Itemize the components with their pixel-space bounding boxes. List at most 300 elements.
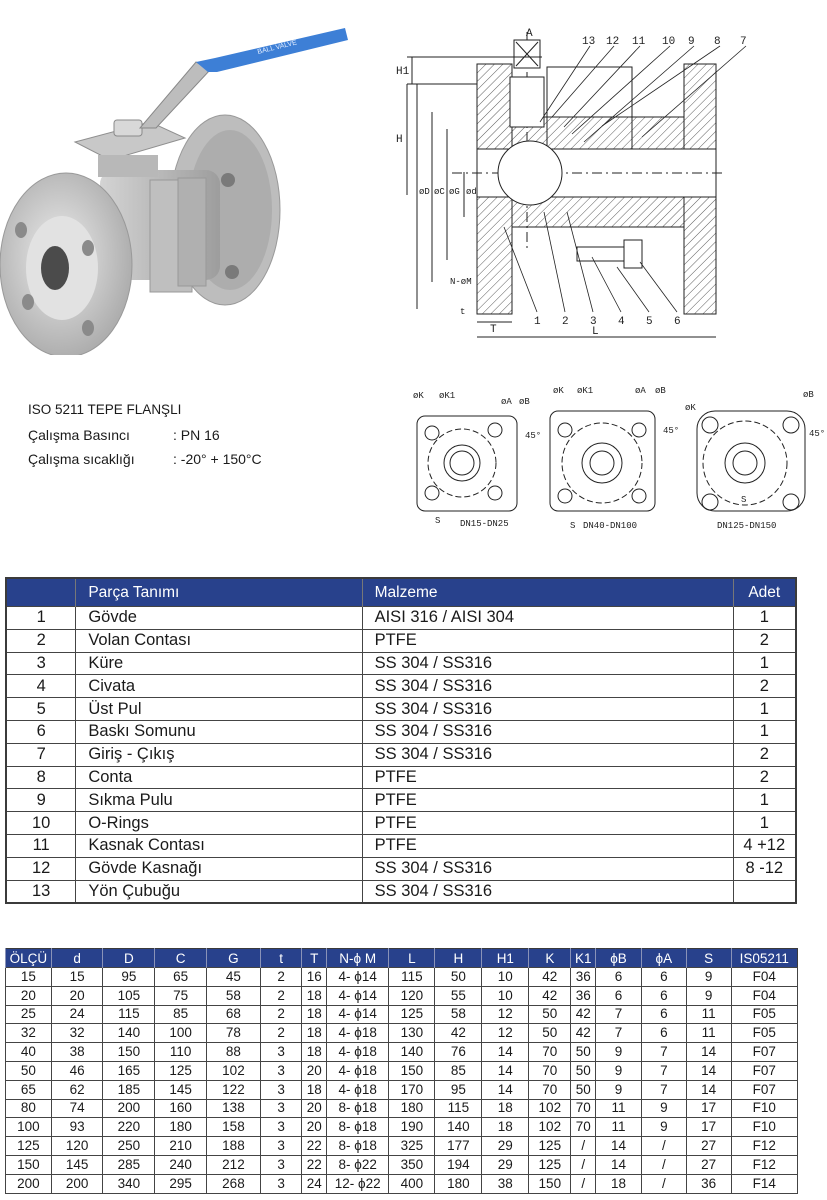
- label-G: øG: [449, 187, 460, 197]
- tv1-label-A: øA: [501, 397, 512, 407]
- tv1-caption: DN15-DN25: [460, 519, 509, 529]
- part-name: Giriş - Çıkış: [76, 743, 362, 766]
- dims-cell: 42: [529, 968, 571, 987]
- parts-row: [6, 675, 796, 698]
- part-name: Gövde: [76, 607, 362, 630]
- dims-cell: 295: [155, 1174, 207, 1193]
- dims-cell: 100: [6, 1118, 52, 1137]
- dims-cell: 7: [641, 1080, 686, 1099]
- part-quantity: 1: [733, 720, 796, 743]
- dims-cell: 115: [389, 968, 435, 987]
- dims-cell: 285: [103, 1155, 155, 1174]
- spec-label: Çalışma Basıncı: [28, 427, 130, 443]
- dims-cell: 95: [435, 1080, 482, 1099]
- part-name: O-Rings: [76, 812, 362, 835]
- dims-header-row: [6, 949, 798, 968]
- dims-cell: 138: [207, 1099, 261, 1118]
- dims-cell: 11: [596, 1118, 642, 1137]
- dims-cell: 36: [571, 968, 596, 987]
- dims-cell: 250: [103, 1137, 155, 1156]
- dims-cell: 70: [529, 1061, 571, 1080]
- dims-cell: 3: [260, 1174, 302, 1193]
- part-material: SS 304 / SS316: [362, 743, 733, 766]
- dims-cell: 4- ϕ14: [327, 968, 389, 987]
- dims-cell: 29: [482, 1155, 529, 1174]
- parts-table: [5, 577, 797, 904]
- dims-cell: 42: [529, 986, 571, 1005]
- dims-cell: 8- ϕ18: [327, 1099, 389, 1118]
- part-quantity: 8 -12: [733, 857, 796, 880]
- dims-cell: 17: [686, 1118, 731, 1137]
- part-number: 3: [6, 652, 76, 675]
- label-L: L: [592, 326, 599, 338]
- dims-cell: 3: [260, 1080, 302, 1099]
- dims-header-cell: S: [686, 949, 731, 968]
- dims-cell: 180: [435, 1174, 482, 1193]
- dims-cell: F05: [731, 1005, 797, 1024]
- part-material: AISI 316 / AISI 304: [362, 607, 733, 630]
- dimensions-table: [5, 948, 798, 1194]
- dims-cell: 190: [389, 1118, 435, 1137]
- dims-cell: /: [641, 1137, 686, 1156]
- cross-section-drawing: [392, 22, 772, 352]
- dims-cell: 165: [103, 1061, 155, 1080]
- dims-cell: 58: [435, 1005, 482, 1024]
- dims-cell: 160: [155, 1099, 207, 1118]
- dims-cell: 150: [529, 1174, 571, 1193]
- spec-label: Çalışma sıcaklığı: [28, 451, 135, 467]
- callout-9: 9: [688, 36, 695, 48]
- dims-cell: 36: [686, 1174, 731, 1193]
- dims-cell: 20: [302, 1061, 327, 1080]
- dims-cell: 75: [155, 986, 207, 1005]
- dims-cell: F07: [731, 1080, 797, 1099]
- dims-cell: /: [641, 1155, 686, 1174]
- dims-cell: 15: [6, 968, 52, 987]
- dims-header-cell: L: [389, 949, 435, 968]
- dims-cell: 14: [596, 1137, 642, 1156]
- dims-cell: 9: [596, 1061, 642, 1080]
- dims-cell: 122: [207, 1080, 261, 1099]
- parts-row: [6, 880, 796, 903]
- tv2-label-K: øK: [553, 386, 564, 396]
- dims-cell: 140: [389, 1043, 435, 1062]
- parts-row: [6, 812, 796, 835]
- dims-cell: 8- ϕ18: [327, 1137, 389, 1156]
- parts-row: [6, 629, 796, 652]
- dims-cell: 6: [641, 986, 686, 1005]
- dims-cell: 85: [435, 1061, 482, 1080]
- part-name: Conta: [76, 766, 362, 789]
- dims-cell: 194: [435, 1155, 482, 1174]
- parts-row: [6, 789, 796, 812]
- dims-cell: 50: [6, 1061, 52, 1080]
- dims-cell: 11: [596, 1099, 642, 1118]
- part-number: 10: [6, 812, 76, 835]
- part-material: PTFE: [362, 789, 733, 812]
- dims-cell: 58: [207, 986, 261, 1005]
- dims-cell: 40: [6, 1043, 52, 1062]
- parts-row: [6, 743, 796, 766]
- dims-cell: 50: [571, 1061, 596, 1080]
- dims-cell: 268: [207, 1174, 261, 1193]
- label-H1: H1: [396, 66, 410, 78]
- dims-cell: 12: [482, 1024, 529, 1043]
- callout-12: 12: [606, 36, 620, 48]
- dims-cell: 45: [207, 968, 261, 987]
- dims-row: [6, 1043, 798, 1062]
- dims-cell: 20: [6, 986, 52, 1005]
- callout-7: 7: [740, 36, 747, 48]
- dims-cell: 120: [389, 986, 435, 1005]
- part-material: PTFE: [362, 812, 733, 835]
- header-quantity: Adet: [733, 578, 796, 607]
- dims-cell: 2: [260, 986, 302, 1005]
- dims-cell: 105: [103, 986, 155, 1005]
- label-NM: N-øM: [450, 277, 472, 287]
- dims-cell: 14: [686, 1061, 731, 1080]
- dims-cell: 2: [260, 968, 302, 987]
- dims-cell: 4- ϕ18: [327, 1080, 389, 1099]
- dims-cell: 8- ϕ22: [327, 1155, 389, 1174]
- dims-cell: 18: [302, 1080, 327, 1099]
- dims-cell: 102: [529, 1099, 571, 1118]
- dims-cell: 6: [596, 986, 642, 1005]
- parts-header-row: [6, 578, 796, 607]
- dims-cell: 29: [482, 1137, 529, 1156]
- dims-cell: 7: [596, 1005, 642, 1024]
- dims-cell: 140: [435, 1118, 482, 1137]
- dims-cell: 185: [103, 1080, 155, 1099]
- dims-cell: 38: [51, 1043, 103, 1062]
- dims-row: [6, 1005, 798, 1024]
- dims-cell: 14: [686, 1043, 731, 1062]
- dims-cell: 188: [207, 1137, 261, 1156]
- tv3-label-S: S: [741, 495, 747, 505]
- dims-cell: /: [571, 1137, 596, 1156]
- dims-cell: 6: [641, 968, 686, 987]
- dims-cell: 125: [6, 1137, 52, 1156]
- dims-header-cell: K: [529, 949, 571, 968]
- dims-cell: 3: [260, 1118, 302, 1137]
- dims-cell: 200: [51, 1174, 103, 1193]
- dims-cell: 18: [302, 1005, 327, 1024]
- part-material: SS 304 / SS316: [362, 652, 733, 675]
- part-quantity: 1: [733, 812, 796, 835]
- tv3-label-B: øB: [803, 390, 814, 400]
- dims-cell: 50: [571, 1043, 596, 1062]
- part-quantity: 1: [733, 698, 796, 721]
- dims-cell: /: [571, 1174, 596, 1193]
- dims-row: [6, 1155, 798, 1174]
- callout-11: 11: [632, 36, 646, 48]
- dims-cell: F07: [731, 1061, 797, 1080]
- parts-row: [6, 766, 796, 789]
- dims-cell: 18: [302, 1024, 327, 1043]
- parts-row: [6, 857, 796, 880]
- dims-cell: 14: [482, 1043, 529, 1062]
- part-quantity: 4 +12: [733, 834, 796, 857]
- dims-cell: 3: [260, 1061, 302, 1080]
- dims-cell: F14: [731, 1174, 797, 1193]
- dims-header-cell: t: [260, 949, 302, 968]
- dims-cell: 7: [596, 1024, 642, 1043]
- dims-cell: 100: [155, 1024, 207, 1043]
- dims-cell: 9: [686, 968, 731, 987]
- dims-cell: 38: [482, 1174, 529, 1193]
- dims-header-cell: d: [51, 949, 103, 968]
- tv1-label-45: 45°: [525, 431, 542, 441]
- dims-cell: 145: [155, 1080, 207, 1099]
- dims-cell: 16: [302, 968, 327, 987]
- dims-cell: 14: [596, 1155, 642, 1174]
- dims-cell: F07: [731, 1043, 797, 1062]
- dims-cell: 145: [51, 1155, 103, 1174]
- spec-title: ISO 5211 TEPE FLANŞLI: [28, 402, 182, 417]
- part-number: 9: [6, 789, 76, 812]
- part-quantity: 2: [733, 766, 796, 789]
- dims-cell: 78: [207, 1024, 261, 1043]
- label-D: øD: [419, 187, 430, 197]
- tv1-label-K: øK: [413, 391, 424, 401]
- part-number: 12: [6, 857, 76, 880]
- part-name: Sıkma Pulu: [76, 789, 362, 812]
- dims-row: [6, 1024, 798, 1043]
- dims-cell: 212: [207, 1155, 261, 1174]
- dims-header-cell: G: [207, 949, 261, 968]
- dims-row: [6, 968, 798, 987]
- dims-cell: 20: [302, 1118, 327, 1137]
- part-name: Küre: [76, 652, 362, 675]
- part-name: Yön Çubuğu: [76, 880, 362, 903]
- dims-cell: 25: [6, 1005, 52, 1024]
- dims-cell: 7: [641, 1061, 686, 1080]
- tv2-caption: DN40-DN100: [583, 521, 638, 531]
- dims-cell: 76: [435, 1043, 482, 1062]
- part-name: Civata: [76, 675, 362, 698]
- dims-cell: 14: [482, 1080, 529, 1099]
- part-quantity: 2: [733, 629, 796, 652]
- dims-cell: 15: [51, 968, 103, 987]
- product-photo: [0, 10, 360, 355]
- dims-cell: 158: [207, 1118, 261, 1137]
- dims-cell: 9: [641, 1099, 686, 1118]
- dims-cell: 70: [571, 1118, 596, 1137]
- dims-cell: 70: [529, 1080, 571, 1099]
- dims-cell: 20: [302, 1099, 327, 1118]
- part-quantity: [733, 880, 796, 903]
- dims-row: [6, 1080, 798, 1099]
- tv2-label-B: øB: [655, 386, 666, 396]
- part-number: 1: [6, 607, 76, 630]
- part-name: Volan Contası: [76, 629, 362, 652]
- part-name: Baskı Somunu: [76, 720, 362, 743]
- dims-cell: 27: [686, 1137, 731, 1156]
- dims-cell: 88: [207, 1043, 261, 1062]
- dims-header-cell: N-ϕ M: [327, 949, 389, 968]
- dims-cell: 3: [260, 1155, 302, 1174]
- dims-cell: 110: [155, 1043, 207, 1062]
- tv1-label-S: S: [435, 516, 441, 526]
- dims-cell: 6: [641, 1024, 686, 1043]
- dims-header-cell: C: [155, 949, 207, 968]
- dims-cell: 22: [302, 1155, 327, 1174]
- dims-cell: 2: [260, 1005, 302, 1024]
- dims-row: [6, 1174, 798, 1193]
- dims-cell: 50: [529, 1005, 571, 1024]
- dims-cell: /: [641, 1174, 686, 1193]
- callout-4: 4: [618, 316, 625, 328]
- callout-8: 8: [714, 36, 721, 48]
- dims-cell: 4- ϕ18: [327, 1024, 389, 1043]
- dims-cell: 74: [51, 1099, 103, 1118]
- spec-row-pressure: [28, 423, 262, 447]
- dims-cell: 180: [155, 1118, 207, 1137]
- dims-header-cell: D: [103, 949, 155, 968]
- part-quantity: 2: [733, 743, 796, 766]
- dims-header-cell: ϕB: [596, 949, 642, 968]
- dims-cell: 50: [435, 968, 482, 987]
- part-number: 13: [6, 880, 76, 903]
- part-name: Üst Pul: [76, 698, 362, 721]
- dims-cell: 8- ϕ18: [327, 1118, 389, 1137]
- callout-5: 5: [646, 316, 653, 328]
- dims-cell: 42: [435, 1024, 482, 1043]
- dims-cell: 210: [155, 1137, 207, 1156]
- dims-cell: F05: [731, 1024, 797, 1043]
- parts-row: [6, 834, 796, 857]
- dims-cell: 4- ϕ14: [327, 1005, 389, 1024]
- top-view-drawings: [405, 378, 825, 538]
- dims-cell: 7: [641, 1043, 686, 1062]
- tv3-label-K: øK: [685, 403, 696, 413]
- dims-header-cell: ϕA: [641, 949, 686, 968]
- dims-cell: 50: [571, 1080, 596, 1099]
- parts-row: [6, 607, 796, 630]
- dims-header-cell: H: [435, 949, 482, 968]
- part-quantity: 1: [733, 652, 796, 675]
- dims-cell: 62: [51, 1080, 103, 1099]
- tv2-label-K1: øK1: [577, 386, 594, 396]
- dims-cell: 177: [435, 1137, 482, 1156]
- dims-cell: 12- ϕ22: [327, 1174, 389, 1193]
- label-C: øC: [434, 187, 445, 197]
- dims-cell: 18: [482, 1099, 529, 1118]
- parts-row: [6, 652, 796, 675]
- callout-6: 6: [674, 316, 681, 328]
- part-material: PTFE: [362, 629, 733, 652]
- dims-header-cell: IS05211: [731, 949, 797, 968]
- dims-cell: 102: [207, 1061, 261, 1080]
- tv3-label-45: 45°: [809, 429, 825, 439]
- dims-row: [6, 1061, 798, 1080]
- part-quantity: 2: [733, 675, 796, 698]
- dims-cell: /: [571, 1155, 596, 1174]
- dims-cell: F10: [731, 1118, 797, 1137]
- part-name: Gövde Kasnağı: [76, 857, 362, 880]
- tv2-label-45: 45°: [663, 426, 680, 436]
- dims-cell: 85: [155, 1005, 207, 1024]
- header-part-name: Parça Tanımı: [76, 578, 362, 607]
- dims-cell: 115: [103, 1005, 155, 1024]
- dims-cell: 240: [155, 1155, 207, 1174]
- dims-cell: 18: [302, 986, 327, 1005]
- dims-cell: 55: [435, 986, 482, 1005]
- dims-cell: 14: [686, 1080, 731, 1099]
- tv1-label-K1: øK1: [439, 391, 456, 401]
- dims-cell: 18: [482, 1118, 529, 1137]
- dims-cell: 32: [51, 1024, 103, 1043]
- dims-header-cell: ÖLÇÜ: [6, 949, 52, 968]
- part-material: SS 304 / SS316: [362, 857, 733, 880]
- parts-row: [6, 720, 796, 743]
- dims-cell: 200: [6, 1174, 52, 1193]
- spec-block: [28, 398, 262, 471]
- spec-value: : PN 16: [173, 427, 220, 443]
- dims-cell: 18: [596, 1174, 642, 1193]
- dims-cell: 42: [571, 1005, 596, 1024]
- dims-cell: 3: [260, 1099, 302, 1118]
- dims-cell: 32: [6, 1024, 52, 1043]
- dims-cell: 325: [389, 1137, 435, 1156]
- dims-cell: F12: [731, 1155, 797, 1174]
- dims-cell: 50: [529, 1024, 571, 1043]
- dims-cell: 12: [482, 1005, 529, 1024]
- dims-cell: 24: [51, 1005, 103, 1024]
- part-number: 7: [6, 743, 76, 766]
- header-number: [6, 578, 76, 607]
- dims-cell: 9: [641, 1118, 686, 1137]
- dims-cell: 4- ϕ14: [327, 986, 389, 1005]
- spec-row-temperature: [28, 447, 262, 471]
- part-material: PTFE: [362, 766, 733, 789]
- label-t: t: [460, 307, 466, 317]
- dims-cell: 6: [641, 1005, 686, 1024]
- handle-print: BALL VALVE: [256, 39, 298, 56]
- dims-cell: 70: [571, 1099, 596, 1118]
- callout-10: 10: [662, 36, 676, 48]
- dims-cell: 9: [596, 1080, 642, 1099]
- dims-cell: 70: [529, 1043, 571, 1062]
- dims-cell: 14: [482, 1061, 529, 1080]
- dims-row: [6, 986, 798, 1005]
- dims-cell: 170: [389, 1080, 435, 1099]
- part-material: SS 304 / SS316: [362, 698, 733, 721]
- tv2-label-S: S: [570, 521, 576, 531]
- part-number: 8: [6, 766, 76, 789]
- dims-cell: 130: [389, 1024, 435, 1043]
- dims-cell: 4- ϕ18: [327, 1061, 389, 1080]
- dims-cell: 3: [260, 1043, 302, 1062]
- dims-cell: 115: [435, 1099, 482, 1118]
- dims-cell: F04: [731, 968, 797, 987]
- parts-row: [6, 698, 796, 721]
- dims-row: [6, 1137, 798, 1156]
- dims-header-cell: K1: [571, 949, 596, 968]
- dims-row: [6, 1099, 798, 1118]
- dims-cell: 340: [103, 1174, 155, 1193]
- dims-cell: F04: [731, 986, 797, 1005]
- dims-cell: 3: [260, 1137, 302, 1156]
- dims-cell: 125: [155, 1061, 207, 1080]
- part-quantity: 1: [733, 789, 796, 812]
- dims-cell: F10: [731, 1099, 797, 1118]
- part-material: SS 304 / SS316: [362, 720, 733, 743]
- label-T: T: [490, 324, 497, 336]
- label-H: H: [396, 134, 403, 146]
- dims-cell: F12: [731, 1137, 797, 1156]
- part-material: SS 304 / SS316: [362, 880, 733, 903]
